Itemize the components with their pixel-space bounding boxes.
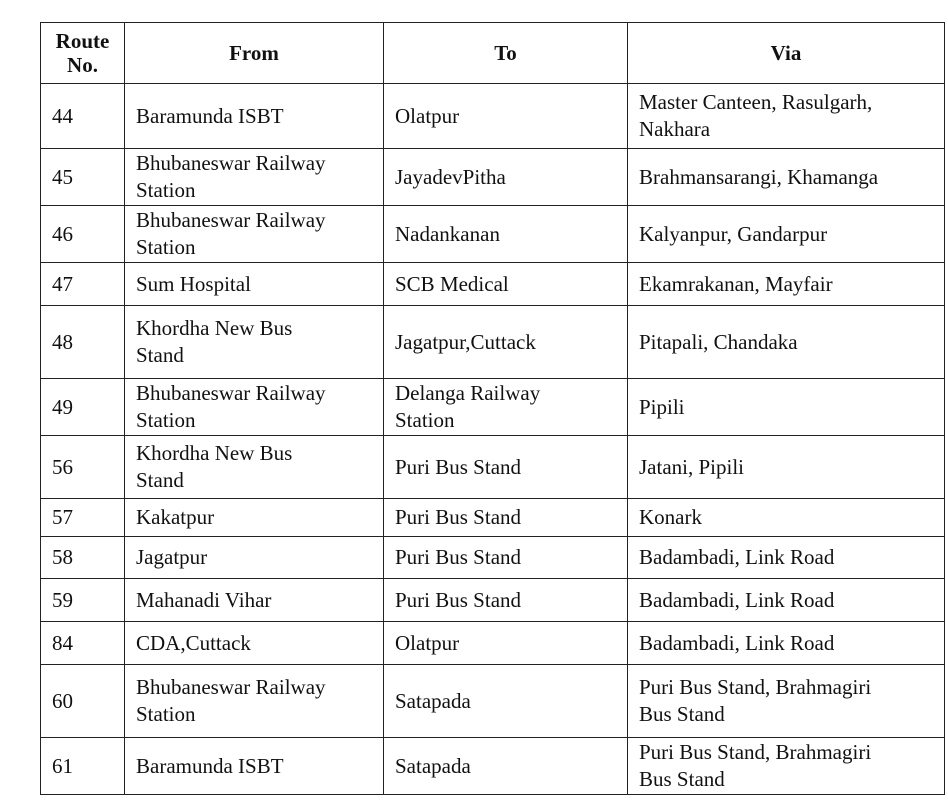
from-cell: Baramunda ISBT — [125, 738, 384, 795]
to-cell: Jagatpur,Cuttack — [384, 306, 628, 379]
table-row — [41, 665, 945, 738]
to-cell: Satapada — [384, 665, 628, 738]
route-no-cell: 57 — [41, 499, 125, 537]
route-no-cell: 45 — [41, 149, 125, 206]
header-via: Via — [628, 23, 945, 84]
to-cell: Puri Bus Stand — [384, 499, 628, 537]
via-cell: Pipili — [628, 379, 945, 436]
from-cell: Bhubaneswar Railway Station — [125, 665, 384, 738]
table-row — [41, 738, 945, 795]
via-cell: Konark — [628, 499, 945, 537]
to-cell: Delanga Railway Station — [384, 379, 628, 436]
to-cell: Puri Bus Stand — [384, 537, 628, 579]
route-no-cell: 46 — [41, 206, 125, 263]
via-cell: Master Canteen, Rasulgarh, Nakhara — [628, 84, 945, 149]
via-cell: Badambadi, Link Road — [628, 579, 945, 622]
via-cell: Puri Bus Stand, Brahmagiri Bus Stand — [628, 665, 945, 738]
table-row — [41, 622, 945, 665]
via-cell: Ekamrakanan, Mayfair — [628, 263, 945, 306]
table-row — [41, 84, 945, 149]
from-cell: Sum Hospital — [125, 263, 384, 306]
from-cell: CDA,Cuttack — [125, 622, 384, 665]
via-cell: Brahmansarangi, Khamanga — [628, 149, 945, 206]
from-cell: Bhubaneswar Railway Station — [125, 379, 384, 436]
route-no-cell: 60 — [41, 665, 125, 738]
route-no-cell: 56 — [41, 436, 125, 499]
to-cell: Puri Bus Stand — [384, 436, 628, 499]
from-cell: Baramunda ISBT — [125, 84, 384, 149]
table-row — [41, 579, 945, 622]
table-row — [41, 379, 945, 436]
route-no-cell: 84 — [41, 622, 125, 665]
route-no-cell: 48 — [41, 306, 125, 379]
bus-routes-table — [40, 22, 945, 795]
route-no-cell: 61 — [41, 738, 125, 795]
to-cell: Satapada — [384, 738, 628, 795]
from-cell: Jagatpur — [125, 537, 384, 579]
from-cell: Bhubaneswar Railway Station — [125, 206, 384, 263]
table-row — [41, 263, 945, 306]
table-header-row — [41, 23, 945, 84]
header-route-no: Route No. — [41, 23, 125, 84]
to-cell: JayadevPitha — [384, 149, 628, 206]
route-no-cell: 59 — [41, 579, 125, 622]
table-row — [41, 436, 945, 499]
from-cell: Mahanadi Vihar — [125, 579, 384, 622]
to-cell: Olatpur — [384, 84, 628, 149]
route-no-cell: 47 — [41, 263, 125, 306]
via-cell: Badambadi, Link Road — [628, 622, 945, 665]
via-cell: Badambadi, Link Road — [628, 537, 945, 579]
route-no-cell: 49 — [41, 379, 125, 436]
route-no-cell: 58 — [41, 537, 125, 579]
table-row — [41, 306, 945, 379]
via-cell: Pitapali, Chandaka — [628, 306, 945, 379]
from-cell: Bhubaneswar Railway Station — [125, 149, 384, 206]
from-cell: Khordha New Bus Stand — [125, 306, 384, 379]
to-cell: SCB Medical — [384, 263, 628, 306]
to-cell: Nadankanan — [384, 206, 628, 263]
table-row — [41, 149, 945, 206]
via-cell: Kalyanpur, Gandarpur — [628, 206, 945, 263]
via-cell: Jatani, Pipili — [628, 436, 945, 499]
header-from: From — [125, 23, 384, 84]
to-cell: Olatpur — [384, 622, 628, 665]
table-row — [41, 499, 945, 537]
table-row — [41, 537, 945, 579]
to-cell: Puri Bus Stand — [384, 579, 628, 622]
route-no-cell: 44 — [41, 84, 125, 149]
table-row — [41, 206, 945, 263]
from-cell: Khordha New Bus Stand — [125, 436, 384, 499]
via-cell: Puri Bus Stand, Brahmagiri Bus Stand — [628, 738, 945, 795]
from-cell: Kakatpur — [125, 499, 384, 537]
header-to: To — [384, 23, 628, 84]
